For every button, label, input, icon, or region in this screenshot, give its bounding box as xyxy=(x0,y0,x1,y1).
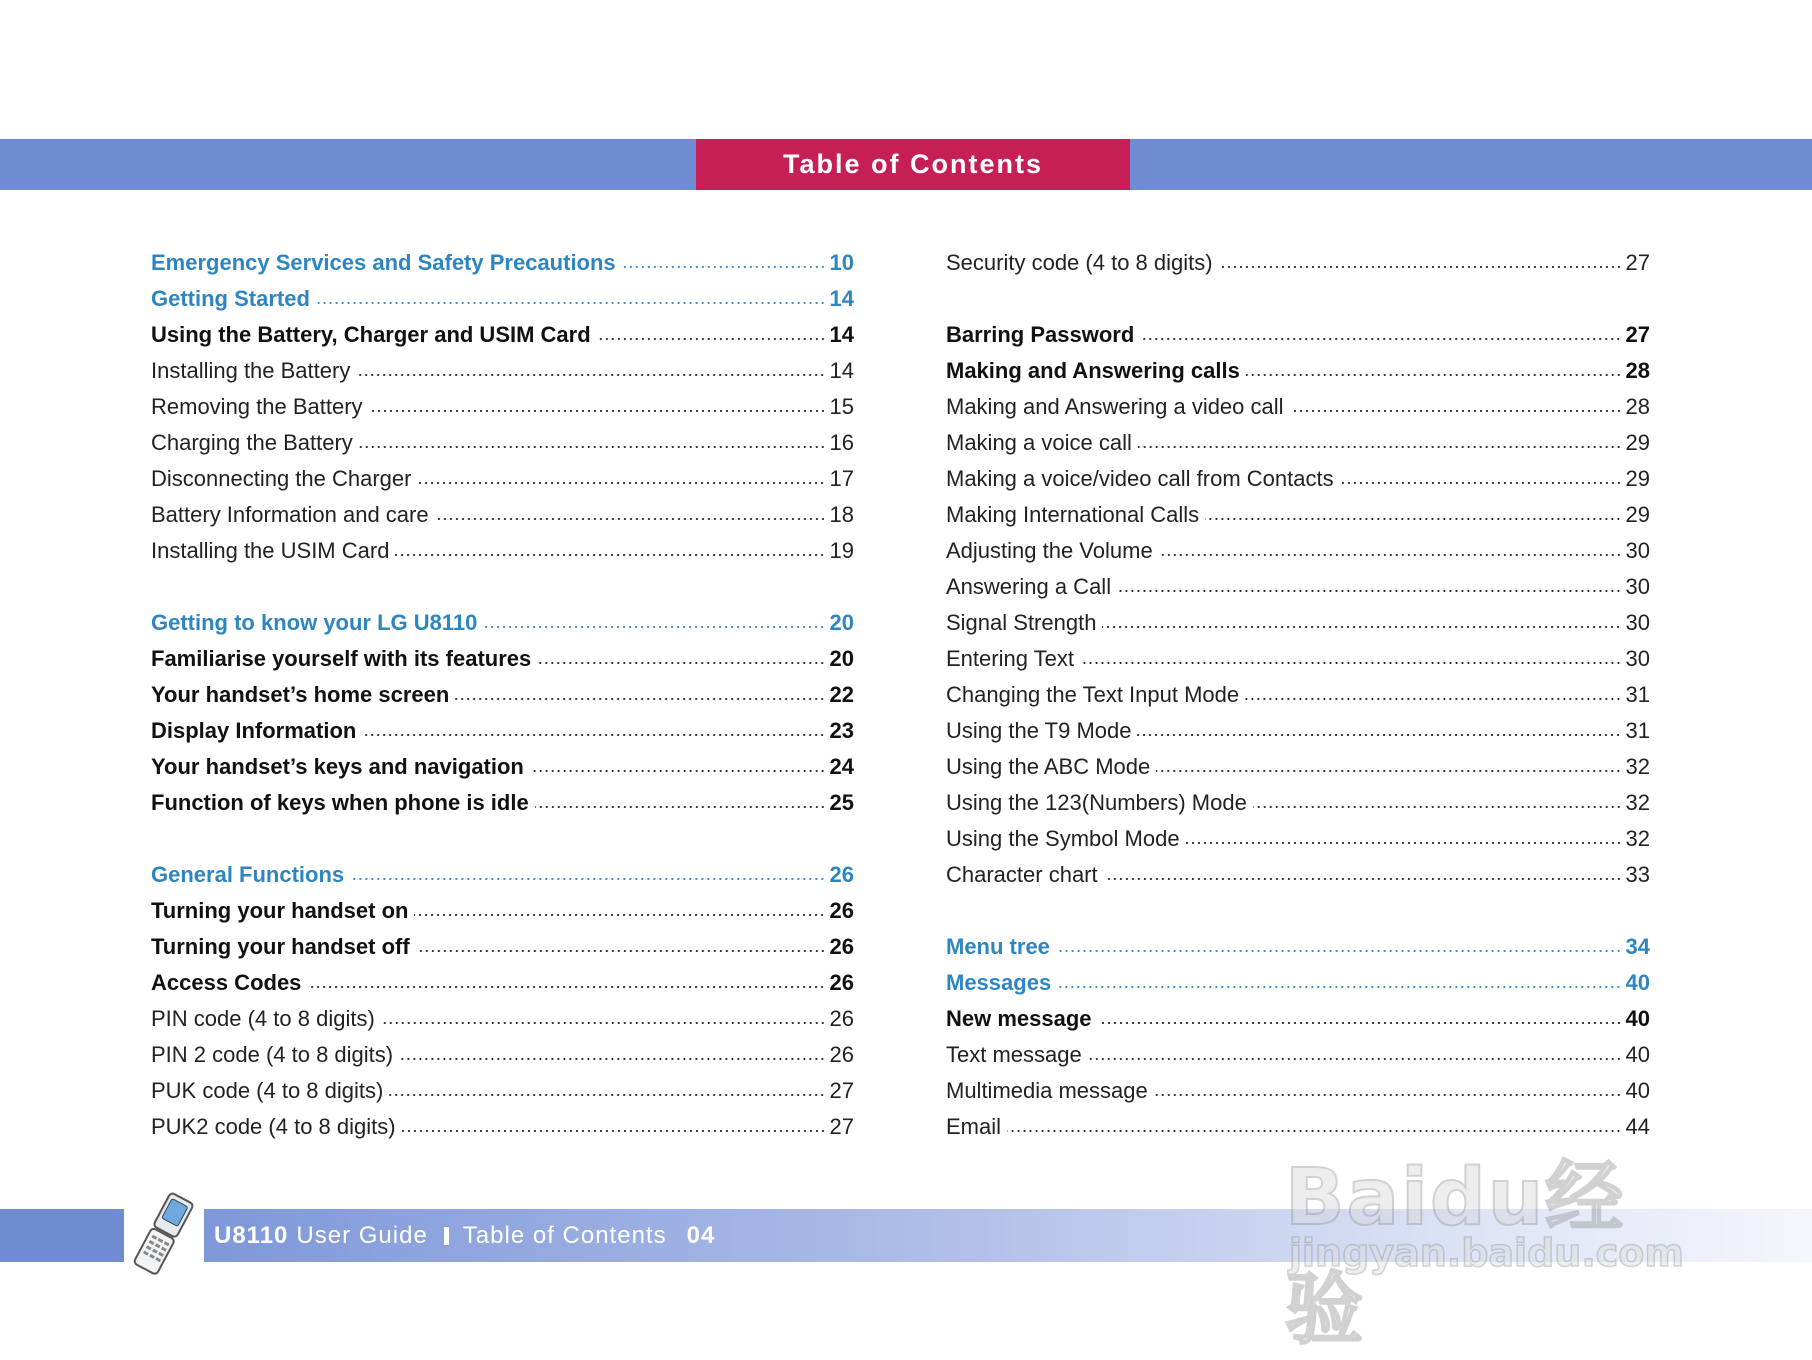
dot-leader xyxy=(455,698,825,700)
toc-entry[interactable] xyxy=(151,281,854,317)
dot-leader xyxy=(1290,410,1622,412)
toc-entry-page: 30 xyxy=(1625,538,1650,563)
toc-entry-title: Making a voice/video call from Contacts xyxy=(946,466,1334,491)
toc-entry[interactable] xyxy=(946,641,1650,677)
toc-entry-page: 25 xyxy=(829,790,854,815)
toc-entry-title: Getting to know your LG U8110 xyxy=(151,610,478,635)
toc-entry-title: Answering a Call xyxy=(946,574,1112,599)
toc-entry-page: 32 xyxy=(1625,790,1650,815)
toc-entry[interactable] xyxy=(151,1001,854,1037)
toc-entry[interactable] xyxy=(946,389,1650,425)
toc-entry-page: 29 xyxy=(1625,502,1650,527)
toc-entry-title: Making International Calls xyxy=(946,502,1200,527)
footer-separator xyxy=(444,1227,449,1245)
toc-entry[interactable] xyxy=(151,245,854,281)
toc-entry-title: Your handset’s home screen xyxy=(151,682,450,707)
toc-entry-page: 26 xyxy=(829,1006,854,1031)
toc-entry-page: 20 xyxy=(829,610,854,635)
toc-entry[interactable] xyxy=(151,317,854,353)
dot-leader xyxy=(1104,878,1622,880)
toc-entry-title: Using the ABC Mode xyxy=(946,754,1151,779)
toc-entry-page: 30 xyxy=(1625,574,1650,599)
dot-leader xyxy=(414,914,825,916)
toc-entry-page: 31 xyxy=(1625,682,1650,707)
dot-leader xyxy=(359,446,826,448)
toc-entry-page: 28 xyxy=(1625,358,1650,383)
dot-leader xyxy=(1253,806,1622,808)
toc-entry[interactable] xyxy=(946,569,1650,605)
toc-entry[interactable] xyxy=(946,713,1650,749)
toc-entry-page: 32 xyxy=(1625,826,1650,851)
footer-model: U8110 xyxy=(214,1221,289,1249)
toc-entry-title: Adjusting the Volume xyxy=(946,538,1153,563)
toc-entry-title: Multimedia message xyxy=(946,1078,1148,1103)
toc-entry-page: 40 xyxy=(1625,1078,1650,1103)
toc-entry-title: Emergency Services and Safety Precautions xyxy=(151,250,616,275)
toc-entry-title: Display Information xyxy=(151,718,357,743)
dot-leader xyxy=(597,338,826,340)
dot-leader xyxy=(1340,482,1622,484)
dot-leader xyxy=(483,626,825,628)
toc-entry[interactable] xyxy=(946,965,1650,1001)
toc-entry-title: Messages xyxy=(946,970,1052,995)
toc-entry[interactable] xyxy=(946,1001,1650,1037)
toc-entry[interactable] xyxy=(946,1073,1650,1109)
dot-leader xyxy=(530,770,826,772)
page-title: Table of Contents xyxy=(696,139,1130,190)
toc-entry-page: 23 xyxy=(829,718,854,743)
toc-entry[interactable] xyxy=(151,713,854,749)
dot-leader xyxy=(622,266,826,268)
toc-entry-page: 15 xyxy=(829,394,854,419)
toc-entry[interactable] xyxy=(151,893,854,929)
dot-leader xyxy=(1154,1094,1622,1096)
toc-entry-page: 16 xyxy=(829,430,854,455)
toc-entry-title: Access Codes xyxy=(151,970,302,995)
dot-leader xyxy=(1057,986,1621,988)
toc-entry[interactable] xyxy=(946,677,1650,713)
toc-entry-page: 33 xyxy=(1625,862,1650,887)
toc-entry-title: Getting Started xyxy=(151,286,310,311)
toc-entry-page: 28 xyxy=(1625,394,1650,419)
dot-leader xyxy=(307,986,825,988)
toc-entry-title: Charging the Battery xyxy=(151,430,353,455)
footer-page-number: 04 xyxy=(686,1221,716,1249)
toc-entry-title: Disconnecting the Charger xyxy=(151,466,412,491)
toc-entry-title: Using the Symbol Mode xyxy=(946,826,1180,851)
toc-entry[interactable] xyxy=(151,641,854,677)
toc-entry-page: 34 xyxy=(1625,934,1650,959)
toc-entry-title: New message xyxy=(946,1006,1092,1031)
dot-leader xyxy=(402,1130,826,1132)
toc-entry-title: Battery Information and care xyxy=(151,502,429,527)
toc-entry-page: 18 xyxy=(829,502,854,527)
toc-entry-title: Installing the Battery xyxy=(151,358,351,383)
toc-entry[interactable] xyxy=(946,1037,1650,1073)
toc-entry[interactable] xyxy=(946,749,1650,785)
toc-entry[interactable] xyxy=(946,353,1650,389)
toc-entry-page: 17 xyxy=(829,466,854,491)
dot-leader xyxy=(395,554,825,556)
toc-entry-title: Signal Strength xyxy=(946,610,1097,635)
toc-entry-page: 40 xyxy=(1625,970,1650,995)
toc-entry[interactable] xyxy=(151,929,854,965)
toc-entry[interactable] xyxy=(946,317,1650,353)
toc-entry-page: 26 xyxy=(829,898,854,923)
toc-entry-page: 26 xyxy=(829,934,854,959)
toc-entry-page: 32 xyxy=(1625,754,1650,779)
toc-entry[interactable] xyxy=(151,749,854,785)
dot-leader xyxy=(1056,950,1622,952)
toc-entry-title: PUK2 code (4 to 8 digits) xyxy=(151,1114,396,1139)
toc-entry-title: Changing the Text Input Mode xyxy=(946,682,1240,707)
toc-entry[interactable] xyxy=(946,245,1650,281)
dot-leader xyxy=(537,662,825,664)
dot-leader xyxy=(369,410,826,412)
dot-leader xyxy=(1117,590,1621,592)
toc-entry-title: PIN 2 code (4 to 8 digits) xyxy=(151,1042,394,1067)
toc-entry[interactable] xyxy=(151,497,854,533)
toc-entry-page: 26 xyxy=(829,970,854,995)
dot-leader xyxy=(1088,1058,1622,1060)
toc-entry-title: Removing the Battery xyxy=(151,394,363,419)
toc-entry-page: 19 xyxy=(829,538,854,563)
dot-leader xyxy=(399,1058,825,1060)
toc-entry[interactable] xyxy=(151,605,854,641)
toc-entry[interactable] xyxy=(151,1109,854,1145)
toc-entry-title: Making and Answering a video call xyxy=(946,394,1284,419)
toc-entry[interactable] xyxy=(151,785,854,821)
toc-entry-title: Security code (4 to 8 digits) xyxy=(946,250,1213,275)
watermark-url: jingyan.baidu.com xyxy=(1289,1231,1684,1275)
toc-entry[interactable] xyxy=(151,533,854,569)
toc-entry-title: PIN code (4 to 8 digits) xyxy=(151,1006,375,1031)
toc-entry-title: General Functions xyxy=(151,862,345,887)
toc-entry-page: 40 xyxy=(1625,1042,1650,1067)
toc-entry[interactable] xyxy=(151,857,854,893)
dot-leader xyxy=(1205,518,1621,520)
toc-entry-title: Using the Battery, Charger and USIM Card xyxy=(151,322,591,347)
toc-entry-page: 14 xyxy=(829,358,854,383)
toc-entry-title: Making and Answering calls xyxy=(946,358,1240,383)
dot-leader xyxy=(416,950,826,952)
toc-right-column xyxy=(946,245,1650,1145)
dot-leader xyxy=(1098,1022,1622,1024)
toc-entry-page: 29 xyxy=(1625,430,1650,455)
dot-leader xyxy=(1080,662,1622,664)
toc-entry-page: 26 xyxy=(829,862,854,887)
toc-entry-title: Turning your handset off xyxy=(151,934,410,959)
dot-leader xyxy=(535,806,826,808)
dot-leader xyxy=(1246,374,1622,376)
toc-entry-page: 27 xyxy=(1625,322,1650,347)
dot-leader xyxy=(350,878,825,880)
toc-entry-title: Familiarise yourself with its features xyxy=(151,646,532,671)
footer-section: Table of Contents xyxy=(462,1221,667,1249)
footer-caption xyxy=(214,1209,715,1262)
toc-entry-page: 24 xyxy=(829,754,854,779)
toc-entry-page: 26 xyxy=(829,1042,854,1067)
toc-entry-page: 27 xyxy=(829,1114,854,1139)
dot-leader xyxy=(1137,734,1621,736)
toc-entry[interactable] xyxy=(946,497,1650,533)
toc-entry[interactable] xyxy=(946,929,1650,965)
toc-entry[interactable] xyxy=(151,389,854,425)
dot-leader xyxy=(435,518,826,520)
toc-entry-title: Making a voice call xyxy=(946,430,1132,455)
dot-leader xyxy=(1007,1130,1622,1132)
footer-left-band xyxy=(0,1209,124,1262)
toc-entry[interactable] xyxy=(151,461,854,497)
flip-phone-icon xyxy=(128,1190,200,1280)
toc-entry-page: 44 xyxy=(1625,1114,1650,1139)
dot-leader xyxy=(1140,338,1621,340)
toc-entry-page: 27 xyxy=(1625,250,1650,275)
toc-entry[interactable] xyxy=(946,821,1650,857)
toc-entry-title: Barring Password xyxy=(946,322,1135,347)
toc-entry-title: Text message xyxy=(946,1042,1082,1067)
toc-entry-title: Character chart xyxy=(946,862,1098,887)
toc-entry[interactable] xyxy=(151,1037,854,1073)
toc-entry-title: Your handset’s keys and navigation xyxy=(151,754,524,779)
toc-entry[interactable] xyxy=(946,461,1650,497)
dot-leader xyxy=(381,1022,826,1024)
toc-entry-title: Installing the USIM Card xyxy=(151,538,390,563)
toc-entry[interactable] xyxy=(946,605,1650,641)
toc-entry[interactable] xyxy=(151,965,854,1001)
toc-entry-title: Email xyxy=(946,1114,1002,1139)
toc-entry[interactable] xyxy=(946,785,1650,821)
toc-entry-page: 30 xyxy=(1625,610,1650,635)
baidu-watermark xyxy=(1285,1135,1705,1355)
toc-entry[interactable] xyxy=(151,425,854,461)
toc-entry-page: 27 xyxy=(829,1078,854,1103)
toc-entry-title: Using the 123(Numbers) Mode xyxy=(946,790,1247,815)
dot-leader xyxy=(1159,554,1622,556)
dot-leader xyxy=(1156,770,1621,772)
toc-entry-page: 14 xyxy=(829,322,854,347)
dot-leader xyxy=(389,1094,825,1096)
dot-leader xyxy=(1186,842,1622,844)
toc-entry-page: 22 xyxy=(829,682,854,707)
dot-leader xyxy=(362,734,825,736)
toc-entry-page: 20 xyxy=(829,646,854,671)
toc-entry-title: Menu tree xyxy=(946,934,1050,959)
toc-entry[interactable] xyxy=(151,353,854,389)
toc-entry-page: 14 xyxy=(829,286,854,311)
dot-leader xyxy=(316,302,826,304)
toc-entry[interactable] xyxy=(946,425,1650,461)
dot-leader xyxy=(417,482,825,484)
toc-entry[interactable] xyxy=(946,857,1650,893)
toc-entry-title: Function of keys when phone is idle xyxy=(151,790,529,815)
watermark-logo: Baidu经验 xyxy=(1285,1153,1626,1355)
toc-entry-page: 29 xyxy=(1625,466,1650,491)
toc-entry-title: Entering Text xyxy=(946,646,1075,671)
dot-leader xyxy=(356,374,825,376)
dot-leader xyxy=(1138,446,1622,448)
toc-entry[interactable] xyxy=(151,1073,854,1109)
footer-guide: User Guide xyxy=(296,1221,428,1249)
toc-left-column xyxy=(151,245,854,1145)
dot-leader xyxy=(1219,266,1622,268)
toc-entry-title: Turning your handset on xyxy=(151,898,409,923)
dot-leader xyxy=(1102,626,1621,628)
toc-entry-page: 30 xyxy=(1625,646,1650,671)
toc-entry-title: Using the T9 Mode xyxy=(946,718,1132,743)
toc-entry[interactable] xyxy=(946,533,1650,569)
toc-entry[interactable] xyxy=(151,677,854,713)
toc-entry-page: 31 xyxy=(1625,718,1650,743)
dot-leader xyxy=(1245,698,1621,700)
toc-entry-title: PUK code (4 to 8 digits) xyxy=(151,1078,384,1103)
toc-entry-page: 10 xyxy=(829,250,854,275)
toc-entry-page: 40 xyxy=(1625,1006,1650,1031)
